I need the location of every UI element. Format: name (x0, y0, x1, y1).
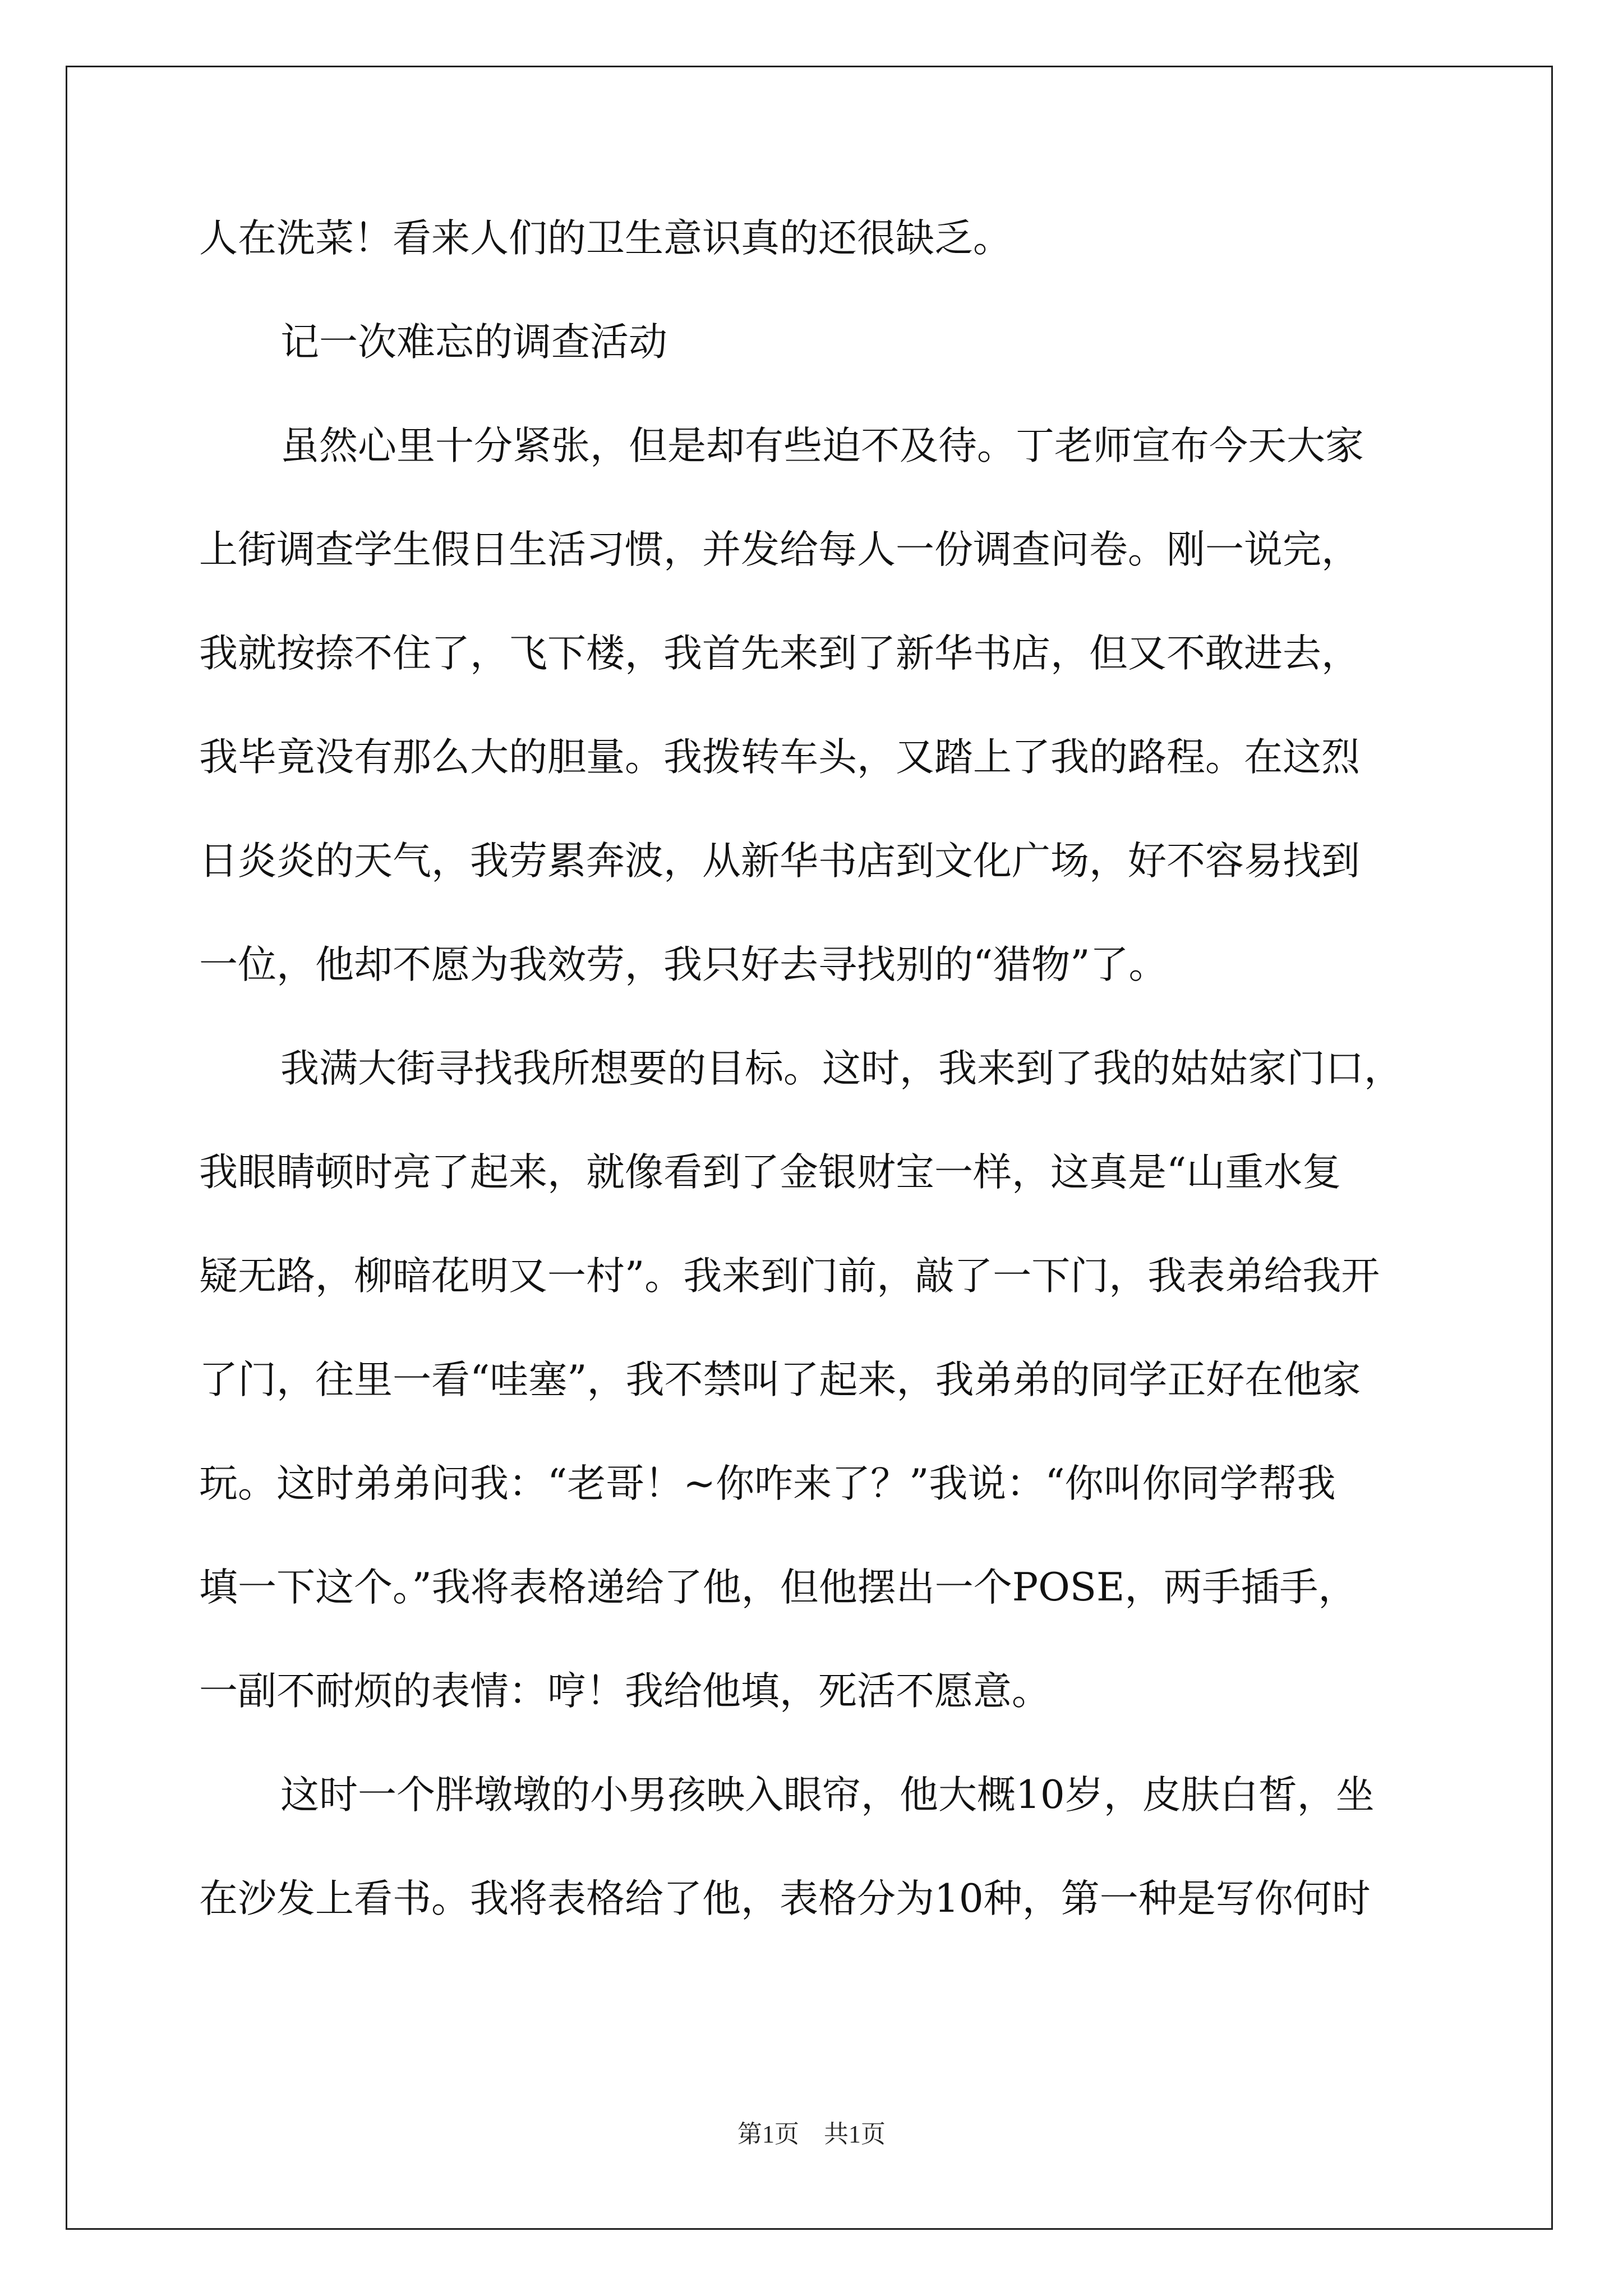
text-line: 人在洗菜！看来人们的卫生意识真的还很缺乏。 (199, 216, 1012, 261)
paragraph-first-line: 虽然心里十分紧张，但是却有些迫不及待。丁老师宣布今天大家 (280, 424, 1364, 468)
text-line: 我就按捺不住了，飞下楼，我首先来到了新华书店，但又不敢进去， (199, 631, 1360, 676)
text-line: 一位，他却不愿为我效劳，我只好去寻找别的“猎物”了。 (199, 942, 1168, 987)
text-line: 我毕竟没有那么大的胆量。我拨转车头，又踏上了我的路程。在这烈 (199, 735, 1360, 780)
page-number: 第1页 (737, 2120, 799, 2148)
paragraph-first-line: 我满大街寻找我所想要的目标。这时，我来到了我的姑姑家门口， (280, 1046, 1403, 1091)
text-line: 疑无路，柳暗花明又一村”。我来到门前，敲了一下门，我表弟给我开 (199, 1254, 1380, 1299)
text-line: 填一下这个。”我将表格递给了他，但他摆出一个POSE，两手插手， (199, 1565, 1357, 1610)
text-line: 上街调查学生假日生活习惯，并发给每人一份调查问卷。刚一说完， (199, 527, 1360, 572)
text-line: 了门，往里一看“哇塞”，我不禁叫了起来，我弟弟的同学正好在他家 (199, 1358, 1361, 1402)
section-heading: 记一次难忘的调查活动 (280, 320, 667, 365)
text-line: 日炎炎的天气，我劳累奔波，从新华书店到文化广场，好不容易找到 (199, 839, 1360, 884)
paragraph-first-line: 这时一个胖墩墩的小男孩映入眼帘，他大概10岁，皮肤白皙，坐 (280, 1773, 1375, 1818)
page-total: 共1页 (824, 2120, 886, 2148)
text-line: 我眼睛顿时亮了起来，就像看到了金银财宝一样，这真是“山重水复 (199, 1150, 1341, 1195)
text-line: 一副不耐烦的表情：哼！我给他填，死活不愿意。 (199, 1669, 1050, 1714)
page-footer (0, 2118, 1623, 2151)
text-line: 在沙发上看书。我将表格给了他，表格分为10种，第一种是写你何时 (199, 1876, 1371, 1921)
text-line: 玩。这时弟弟问我：“老哥！~你咋来了？”我说：“你叫你同学帮我 (199, 1461, 1336, 1506)
